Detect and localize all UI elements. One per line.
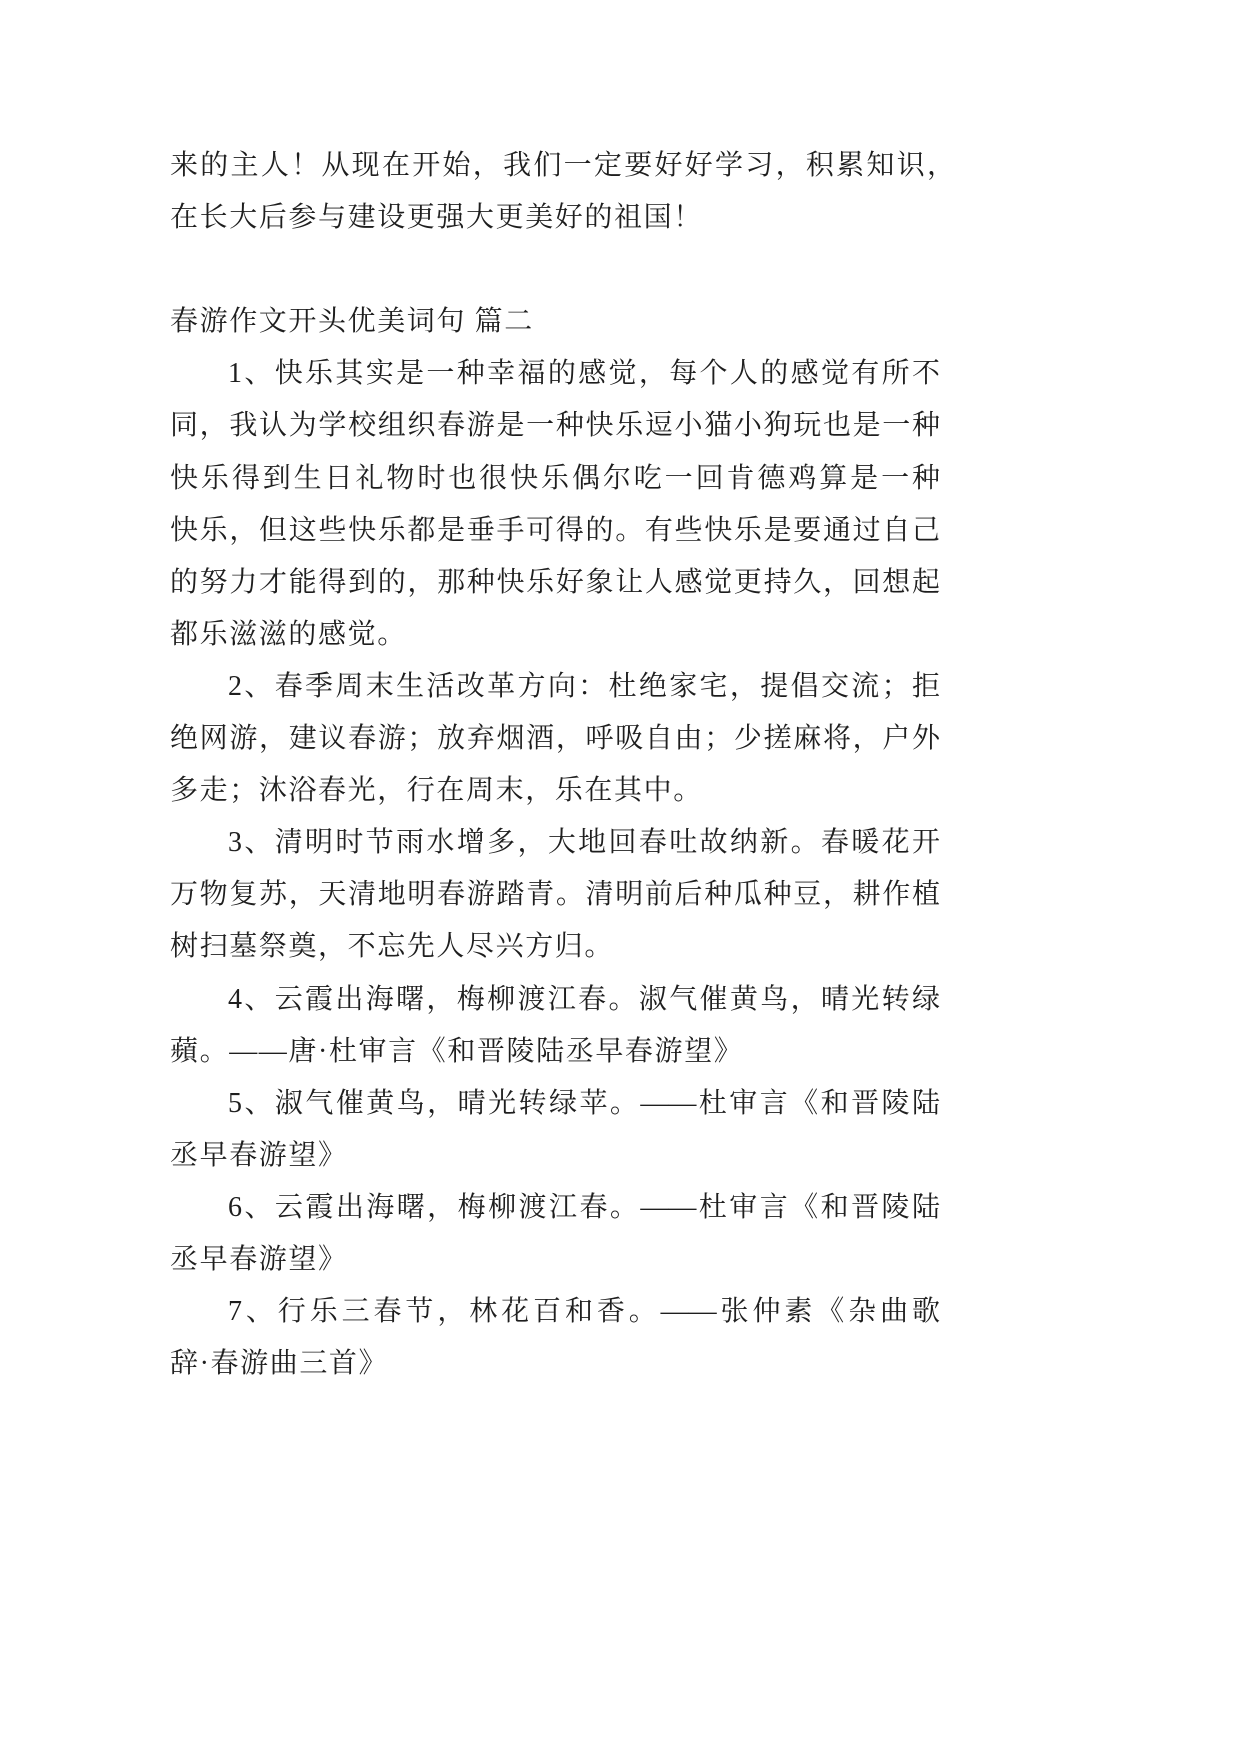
list-item bbox=[170, 1182, 940, 1286]
list-item-line: 同，我认为学校组织春游是一种快乐逗小猫小狗玩也是一种 bbox=[170, 410, 940, 442]
paragraph-line: 来的主人！从现在开始，我们一定要好好学习，积累知识， bbox=[170, 150, 955, 181]
list-item-line: 万物复苏，天清地明春游踏青。清明前后种瓜种豆，耕作植 bbox=[170, 879, 940, 911]
list-item-line: 快乐得到生日礼物时也很快乐偶尔吃一回肯德鸡算是一种 bbox=[170, 462, 940, 494]
continued-paragraph bbox=[170, 140, 955, 244]
list-item-line: 辞·春游曲三首》 bbox=[170, 1348, 389, 1380]
list-item-line: 丞早春游望》 bbox=[170, 1243, 348, 1275]
list-item bbox=[170, 661, 940, 817]
list-item-line: 1、快乐其实是一种幸福的感觉，每个人的感觉有所不 bbox=[228, 358, 940, 390]
list-item-line: 2、春季周末生活改革方向：杜绝家宅，提倡交流；拒 bbox=[228, 670, 940, 702]
list-item bbox=[170, 348, 940, 661]
list-item-line: 5、淑气催黄鸟，晴光转绿苹。——杜审言《和晋陵陆 bbox=[228, 1087, 940, 1119]
paragraph-line: 在长大后参与建设更强大更美好的祖国！ bbox=[170, 202, 703, 234]
list-item bbox=[170, 1078, 940, 1182]
list-item-line: 6、云霞出海曙，梅柳渡江春。——杜审言《和晋陵陆 bbox=[228, 1191, 940, 1223]
list-item-line: 快乐，但这些快乐都是垂手可得的。有些快乐是要通过自己 bbox=[170, 514, 940, 546]
list-item-line: 绝网游，建议春游；放弃烟酒，呼吸自由；少搓麻将，户外 bbox=[170, 723, 940, 755]
list-item-line: 都乐滋滋的感觉。 bbox=[170, 618, 407, 650]
list-item-line: 多走；沐浴春光，行在周末，乐在其中。 bbox=[170, 775, 703, 807]
section-heading: 春游作文开头优美词句 篇二 bbox=[170, 306, 534, 338]
list-item-line: 7、行乐三春节，林花百和香。——张仲素《杂曲歌 bbox=[228, 1296, 940, 1328]
document-body bbox=[170, 140, 955, 1390]
list-item bbox=[170, 1286, 940, 1390]
paragraph-spacer bbox=[170, 244, 940, 296]
list-item-line: 的努力才能得到的，那种快乐好象让人感觉更持久，回想起 bbox=[170, 566, 940, 598]
list-item-line: 树扫墓祭奠，不忘先人尽兴方归。 bbox=[170, 931, 615, 963]
list-item-line: 丞早春游望》 bbox=[170, 1139, 348, 1171]
list-item-line: 3、清明时节雨水增多，大地回春吐故纳新。春暖花开 bbox=[228, 827, 940, 859]
list-item bbox=[170, 974, 940, 1078]
list-item-line: 4、云霞出海曙，梅柳渡江春。淑气催黄鸟，晴光转绿 bbox=[228, 983, 940, 1015]
list-item bbox=[170, 817, 940, 973]
list-item-line: 蘋。——唐·杜审言《和晋陵陆丞早春游望》 bbox=[170, 1035, 744, 1067]
